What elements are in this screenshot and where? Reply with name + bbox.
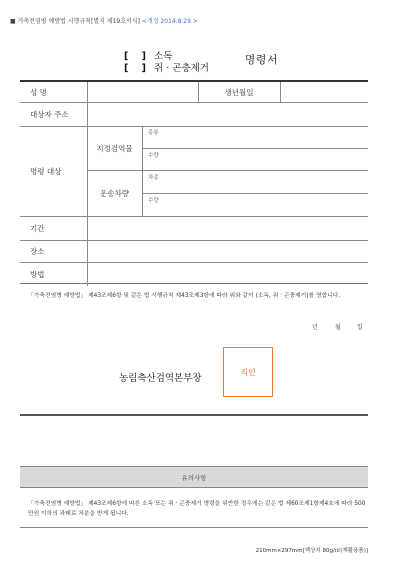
notice-heading-text: 유의사항	[181, 473, 207, 482]
date-year-label: 년	[312, 324, 318, 331]
date-month-label: 월	[335, 324, 341, 331]
paper-spec: 210mm×297mm[백상지 80g/㎡(재활용품)]	[255, 548, 368, 554]
facility-label: 지정검역물	[96, 143, 133, 153]
title-option-pest	[124, 60, 209, 74]
name-field[interactable]	[88, 83, 197, 101]
legal-statement: 「가축전염병 예방법」 제43조제6항 및 같은 법 시행규칙 제43조제3항에 따라 위와 같이 (소독, 쥐 · 곤충제거)를 명합니다.	[28, 293, 341, 299]
target-label: 명령 대상	[30, 166, 62, 176]
name-label: 성 명	[30, 87, 47, 97]
address-label: 대상자 주소	[30, 109, 69, 119]
facility-kind-label: 종류	[148, 130, 159, 136]
method-label: 방법	[30, 269, 45, 279]
notice-body: 「가축전염병 예방법」 제43조제6항에 따른 소독 또는 쥐 · 곤충제거 명령을 위반한 경우에는 같은 법 제60조제1항제4호에 따라 500만원 이하의 과태료 처분을 받게 됩니다.	[28, 501, 366, 517]
birth-date-label: 생년월일	[224, 87, 254, 97]
form-reference	[10, 16, 198, 25]
method-field[interactable]	[88, 263, 367, 285]
section-divider	[20, 414, 368, 416]
checkbox-bracket[interactable]: [ ]	[124, 63, 151, 74]
address-field[interactable]	[88, 103, 367, 125]
place-field[interactable]	[88, 241, 367, 261]
form-reference-text: ■ 가축전염병 예방법 시행규칙[별지 제19호서식]	[10, 18, 140, 25]
period-label: 기간	[30, 223, 45, 233]
vehicle-label: 운송차량	[100, 188, 129, 198]
date-day-label: 일	[357, 324, 363, 331]
document-title	[124, 48, 294, 76]
issuing-agency: 농림축산검역본부장	[119, 373, 202, 384]
title-option1-label: 소독	[154, 51, 173, 62]
official-seal-box	[223, 347, 273, 397]
birth-date-field[interactable]	[281, 83, 367, 101]
period-field[interactable]	[88, 217, 367, 239]
checkbox-bracket[interactable]: [ ]	[124, 51, 151, 62]
vehicle-qty-label: 수량	[148, 198, 159, 204]
notice-heading	[20, 466, 368, 488]
title-option2-label: 쥐 · 곤충제거	[154, 63, 209, 74]
order-form-table	[20, 80, 368, 284]
notice-bottom-border	[20, 527, 368, 528]
amendment-date: <개정 2014.8.29.>	[141, 18, 198, 25]
place-label: 장소	[30, 246, 45, 256]
seal-label: 직인	[240, 367, 256, 377]
vehicle-kind-label: 차종	[148, 175, 159, 181]
title-suffix: 명령서	[245, 54, 279, 66]
facility-qty-label: 수량	[148, 153, 159, 159]
